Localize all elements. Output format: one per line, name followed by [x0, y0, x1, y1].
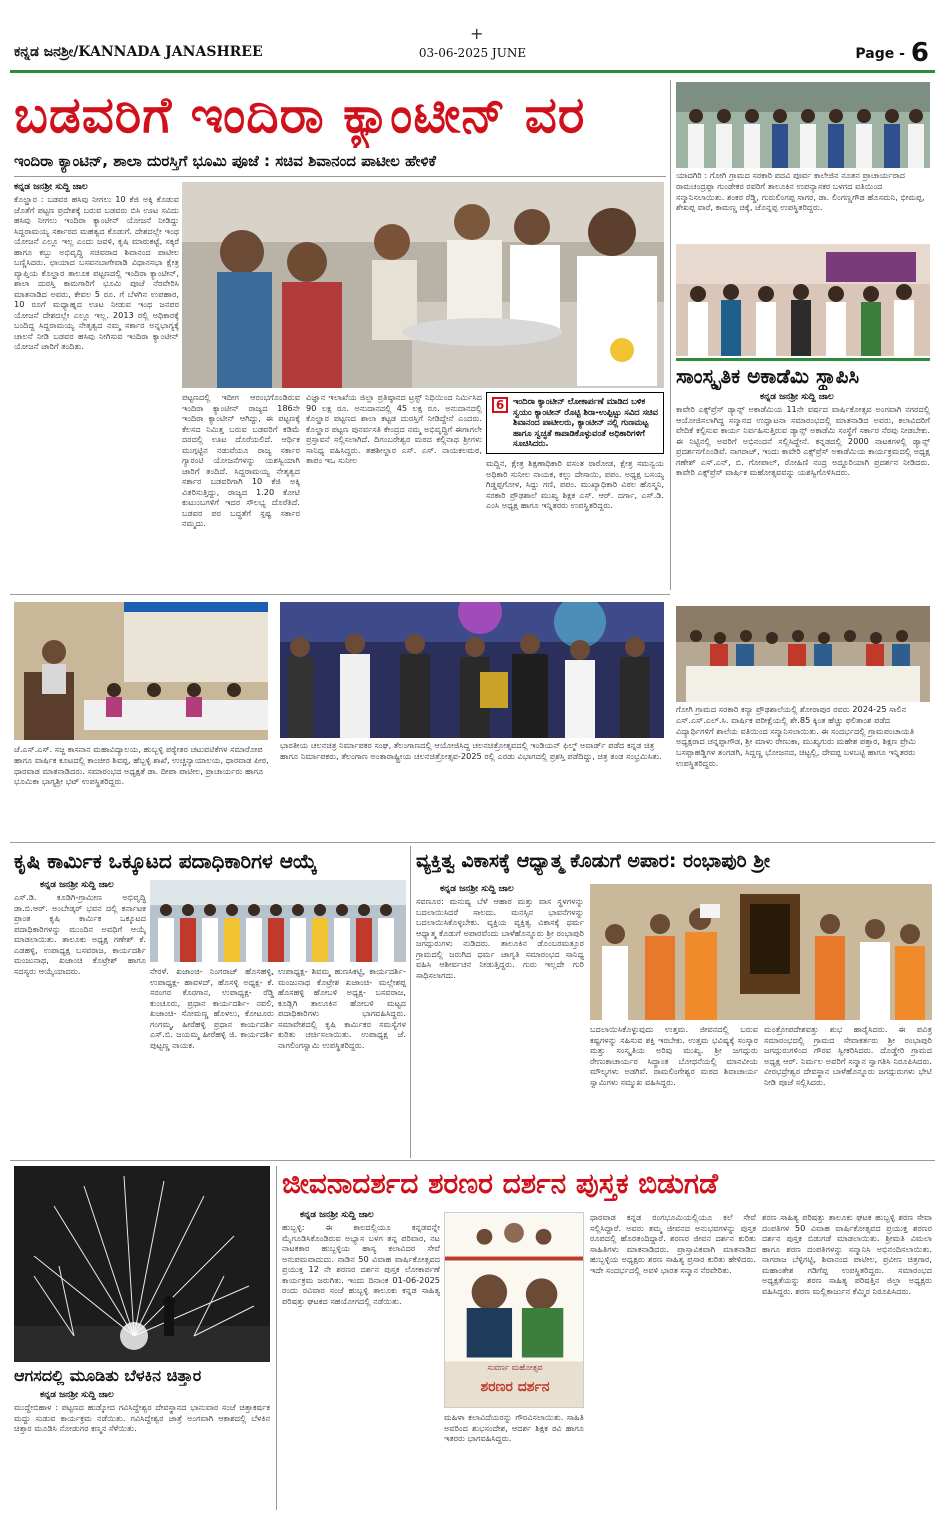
lead-headline: ಬಡವರಿಗೆ ಇಂದಿರಾ ಕ್ಯಾಂಟೀನ್ ವರ [14, 86, 586, 144]
academy-byline: ಕನ್ನಡ ಜನಶ್ರೀ ಸುದ್ದಿ ಜಾಲ [760, 392, 834, 402]
right-photo-students [676, 606, 930, 702]
krishi-headline: ಕೃಷಿ ಕಾರ್ಮಿಕ ಒಕ್ಕೂಟದ ಪದಾಧಿಕಾರಿಗಳ ಆಯ್ಕೆ [14, 849, 318, 873]
book-subtitle: ಸುವರ್ಣ ಮಹೋತ್ಸವ [487, 1363, 543, 1372]
sharana-byline: ಕನ್ನಡ ಜನಶ್ರೀ ಸುದ್ದಿ ಜಾಲ [300, 1210, 374, 1220]
lead-subheadline: ಇಂದಿರಾ ಕ್ಯಾಂಟಿನ್, ಶಾಲಾ ದುರಸ್ತಿಗೆ ಭೂಮಿ ಪೂಜೆ : ಸಚಿವ ಶಿವಾನಂದ ಪಾಟೀಲ ಹೇಳಿಕೆ [14, 152, 436, 170]
lead-photo-caption-box [486, 392, 664, 454]
registration-mark-icon: + [470, 24, 484, 43]
masthead-rule [10, 70, 935, 73]
page-label: Page - [855, 46, 905, 62]
krishi-col-2: ನೇರಳೆ. ಖಜಾಂಚಿ- ನಿಂಗರಾಜ್ ಹೊಸಹಳ್ಳಿ, ಉಪಾಧ್ಯಕ್ಷ- ಹಾವಳದ್, ಹೊಸಳ್ಳಿ ಅಧ್ಯಕ್ಷ- ಕೆ. ಸರಂಗರ ಕೊರಗಾನ, ಉಪಾಧ್ಯಕ್ಷ- ರೆಡ್ಡಿ ಕುಂಚೂರು, ಪ್ರಧಾನ ಕಾರ್ಯದರ್ಶಿ- ನವಲಿ, ಖಜಾಂಚಿ- ಸೋಮಣ್ಣ ಹೊಳಲು, ಕೋಟೂರು ಗಂಗಮ್ಮ, ಹೀರೆಹಳ್ಳಿ ಪ್ರಧಾನ ಕಾರ್ಯದರ್ಶಿ ಎಸ್.ಬಿ. ಜಯಮ್ಮ ಹೀರೆಹಳ್ಳಿ ಜಿ. ಕಾರ್ಯದರ್ಶಿ ಪುಟ್ಟಣ್ಣ ನಾಯಕ. [150, 966, 274, 1050]
annual-gathering-caption: ಜೆ.ಎಸ್.ಎಸ್. ಸಜ್ಜ ಕಾಸನಾನ ಮಹಾವಿದ್ಯಾಲಯ, ಹುಬ್ಬಳ್ಳಿ ಪಠ್ಯೇತರ ಚಟುವಟಿಕೆಗಳ ಸಮಾರೋಪ ಹಾಗೂ ವಾರ್ಷಿಕ ಕೂಟದಲ್ಲಿ ಕಾಂಚೀರ ಶಿವಪ್ಪ, ಹೆಬ್ಬಳ್ಳಿ ಶಾಖೆ, ಉಚ್ಚನ್ಯಾಯಾಲಯ, ಧಾರವಾಡ ಪೀಠ, ಧಾರವಾಡ ಮಾತನಾಡಿದರು. ಸಮಾರಂಭದ ಅಧ್ಯಕ್ಷತೆ ಡಾ. ದೀಪಾ ಪಾಟೀಲ, ಪ್ರಾಚಾರ್ಯರು ಹಾಗೂ ಭೂಮಿಕಾ ಭಾಗ್ಯಶ್ರೀ ಭಟ್ ಉಪಸ್ಥಿತರಿದ್ದರು. [14, 744, 269, 787]
annual-gathering-photo [14, 602, 268, 740]
sharana-col-1: ಹುಬ್ಬಳ್ಳಿ: ಈ ಕಾಲದಲ್ಲಿಯೂ ಕನ್ನಡವನ್ನೇ ಮೈಗೂಡಿಸಿಕೊಂಡಿರುವ ಅಭ್ಯಾಸ ಬಳಗ ತನ್ನ ಪರಿವಾರ, ನಟ ನಾಟಕಕಾರ ಹುಬ್ಬಳ್ಳಿಯ ಹಾಸ್ಯ ಕಲಾವಿದರ ಸೇವೆ ಅನುಪಮವಾದುದು. ನಾಡಿನ 50 ವಿವಾಹ ವಾರ್ಷಿಕೋತ್ಸವದ ಪ್ರಯುಕ್ತ 12 ನೇ ಶರಣರ ದರ್ಶನ ಪುಸ್ತಕ ಲೋಕಾರ್ಪಣೆ ಕಾರ್ಯಕ್ರಮ ಜರುಗಿತು. ಇಂದು ದಿನಾಂಕ 01-06-2025 ರಂದು ರವಿವಾರ ಸಂಜೆ ಹುಬ್ಬಳ್ಳಿ ತಾಲೂಕು ಕನ್ನಡ ಸಾಹಿತ್ಯ ಪರಿಷತ್ತು ಘಟಕದ ಸಹಯೋಗದಲ್ಲಿ ನಡೆಯಿತು. [282, 1222, 440, 1306]
lead-col-3: ವಿಜ್ಞಾನ ಇಲಾಖೆಯ ಜಿಲ್ಲಾ ಪ್ರತಿಷ್ಠಾನದ ಟ್ರಸ್ಟ್ ನಿಧಿಯಿಂದ ನಿರ್ಮಿಸಿದ 90 ಲಕ್ಷ ರೂ. ಅನುದಾನದಲ್ಲಿ 45 ಲಕ್ಷ ರೂ. ಅನುದಾನದಲ್ಲಿ ಕೊಲ್ಹಾರ ಪಟ್ಟಣದ ಶಾಲಾ ಕಟ್ಟಡ ದುರಸ್ತಿಗೆ ನೀಡಿದ್ದೇನೆ ಎಂದರು. ಕೊಲ್ಹಾರ ಪಟ್ಟಣ ಪುನರ್ವಸತಿ ಕೇಂದ್ರದ ನಮ್ಮ ಅಭಿವೃದ್ಧಿಗೆ ಈಗಾಗಲೇ ಪ್ರಸ್ತಾವನೆ ಸಲ್ಲಿಸಲಾಗಿದೆ. ದಿಗಂಬರೇಶ್ವರ ಮಠದ ಕಲ್ಲಿನಾಥ ಶ್ರೀಗಳು ಸಾನಿಧ್ಯ ವಹಿಸಿದ್ದರು. ತಹಶೀಲ್ದಾರ ಎಸ್. ಎಸ್. ನಾಯಕಲಮಠ, ತಾಪಂ ಇಒ ಸುನೀಲ [306, 392, 482, 465]
issue-date: 03-06-2025 JUNE [418, 46, 527, 60]
krishi-byline: ಕನ್ನಡ ಜನಶ್ರೀ ಸುದ್ದಿ ಜಾಲ [40, 880, 114, 890]
sharana-headline: ಜೀವನಾದರ್ಶದ ಶರಣರ ದರ್ಶನ ಪುಸ್ತಕ ಬಿಡುಗಡೆ [282, 1167, 718, 1200]
book-cover [444, 1212, 584, 1408]
lead-col-2: ಪಟ್ಟಣದಲ್ಲಿ ಇದೀಗ ಆರಂಭಗೊಂಡಿರುವ ಇಂದಿರಾ ಕ್ಯಾಂಟೀನ್ ರಾಜ್ಯದ 186ನೇ ಇಂದಿರಾ ಕ್ಯಾಂಟೀನ್ ಆಗಿದ್ದು, ಈ ಪಟ್ಟಣಕ್ಕೆ ಕೆಲಸದ ನಿಮಿತ್ತ ಬರುವ ಬಡವರಿಗೆ ಕಡಿಮೆ ದರದಲ್ಲಿ ಊಟ ದೊರೆಯಲಿದೆ. ಆರ್ಥಿಕ ಮುಗ್ಗಟ್ಟಿನ ನಡುವೆಯೂ ರಾಜ್ಯ ಸರ್ಕಾರ ಗ್ಯಾರಂಟಿ ಯೋಜನೆಗಳನ್ನು ಯಶಸ್ವಿಯಾಗಿ ಜಾರಿಗೆ ತಂದಿದೆ. ಸಿದ್ದರಾಮಯ್ಯ ನೇತೃತ್ವದ ಸರ್ಕಾರ ಬಡವರಿಗಾಗಿ 10 ಕೆಜಿ ಅಕ್ಕಿ ವಿತರಿಸುತ್ತಿದ್ದು, ರಾಜ್ಯದ 1.20 ಕೋಟಿ ಕುಟುಂಬಗಳಿಗೆ ಇದರ ಸೌಲಭ್ಯ ದೊರೆತಿದೆ. ಬಡವರ ಪರ ಬದ್ಧತೆಗೆ ಸ್ಪಷ್ಟ ಸರ್ಕಾರ ನಮ್ಮದು. [182, 392, 300, 528]
caption-number-badge: 6 [492, 397, 508, 413]
sharana-col-2: ಮಹಿಳಾ ಕಲಾವಿದೆಯರನ್ನು ಗೌರವಿಸಲಾಯಿತು. ಸಾಹಿತಿ ಅವರಿಂದ ಶುಭಸಂದೇಶ, ಆದರ್ಶ ಶಿಕ್ಷಕ ರವಿ ಹಾಗೂ ಇತರರು ಭಾಗವಹಿಸಿದ್ದರು. [444, 1412, 584, 1443]
right-photo-felicitation [676, 82, 930, 168]
rambhapuri-photo [590, 884, 932, 1020]
rambhapuri-col-1: ಸವಣೂರ: ಮನುಷ್ಯ ಬೆಳೆ ಆಹಾರ ಮತ್ತು ವಾಸ ಸ್ಥಳಗಳನ್ನು ಬದಲಾಯಿಸಿದರೆ ಸಾಲದು. ಮನಸ್ಸಿನ ಭಾವನೆಗಳನ್ನು ಬದಲಾಯಿಸಿಕೊಳ್ಳಬೇಕು. ವ್ಯಕ್ತಿಯ ವ್ಯಕ್ತಿತ್ವ ವಿಕಾಸಕ್ಕೆ ಧರ್ಮ ಆಧ್ಯಾತ್ಮ ಕೊಡುಗೆ ಅಪಾರವೆಂದು ಬಾಳೆಹೊನ್ನೂರು ಶ್ರೀ ರಂಭಾಪುರಿ ಜಗದ್ಗುರುಗಳು ನುಡಿದರು. ತಾಲೂಕಿನ ಡೊಂಬರಮತ್ತೂರ ಗ್ರಾಮದಲ್ಲಿ ಜರುಗಿದ ಧರ್ಮ ಜಾಗೃತಿ ಸಮಾರಂಭದ ಸಾನಿಧ್ಯ ವಹಿಸಿ ಆಶೀರ್ವಚನ ನೀಡುತ್ತಿದ್ದರು. ಗುರು ಇಲ್ಲದೇ ಗುರಿ ಸಾಧಿಸಲಾಗದು. [416, 896, 584, 980]
fireworks-body: ಮುದ್ದೇಬಿಹಾಳ : ಪಟ್ಟಣದ ಹುಡ್ಕೋದ ಗವಿಸಿದ್ದೇಶ್ವರ ದೇವಸ್ಥಾನದ ಭಾನುವಾರ ಸಂಜೆ ಚಿತ್ತಾಕರ್ಷಕ ಮದ್ದು ಸುಡುವ ಕಾರ್ಯಕ್ರಮ ನಡೆಯಿತು. ಗವಿಸಿದ್ದೇಶ್ವರ ಜಾತ್ರೆ ಅಂಗವಾಗಿ ಆಕಾಶದಲ್ಲಿ ಬೆಳಕಿನ ಚಿತ್ತಾರ ಮೂಡಿಸಿ ನೋಡುಗರ ಕಣ್ಮನ ಸೆಳೆಯಿತು. [14, 1402, 270, 1433]
row-rule-2 [10, 842, 935, 843]
row-rule [10, 594, 670, 595]
lead-col-4: ಮದ್ದಿನ, ಕ್ಷೇತ್ರ ಶಿಕ್ಷಣಾಧಿಕಾರಿ ವಸಂತ ರಾಠೋಡ, ಕ್ಷೇತ್ರ ಸಮನ್ವಯ ಅಧಿಕಾರಿ ಸುನೀಲ ನಾಯಕ, ಕಲ್ಲು ದೇಸಾಯಿ, ಪಪಂ. ಅಧ್ಯಕ್ಷ ಬಸಯ್ಯ ಗಿಡ್ಡಪ್ಪಗೋಳ, ಸಿದ್ದು ಗಣಿ, ಪಪಂ. ಮುಖ್ಯಾಧಿಕಾರಿ ವಿಠಲ ಹೊಸ್ಮನಿ, ಸರಕಾರಿ ಪ್ರೌಢಶಾಲೆ ಮುಖ್ಯ ಶಿಕ್ಷಕ ಎಸ್. ಆರ್. ದರ್ಗಾ, ಎಸ್.ಡಿ. ಎಂಸಿ ಅಧ್ಯಕ್ಷ ಹಾಗೂ ಇನ್ನಿತರರು ಉಪಸ್ಥಿತರಿದ್ದರು. [486, 458, 664, 510]
row-rule-3 [10, 1160, 935, 1161]
fireworks-byline: ಕನ್ನಡ ಜನಶ್ರೀ ಸುದ್ದಿ ಜಾಲ [40, 1390, 114, 1400]
rambhapuri-col-2: ಬದಲಾಯಿಸಿಕೊಳ್ಳುವುದು ಉತ್ತಮ. ಜೀವನದಲ್ಲಿ ಬರುವ ಕಷ್ಟಗಳನ್ನು ಸಹಿಸುವ ಶಕ್ತಿ ಇರಬೇಕು. ಉತ್ತಮ ಭವಿಷ್ಯಕ್ಕೆ ಸಂಸ್ಕಾರ ಮತ್ತು ಸಂಸ್ಕೃತಿಯ ಅರಿವು ಮುಖ್ಯ. ಶ್ರೀ ಜಗದ್ಗುರು ರೇಣುಕಾಚಾರ್ಯರ ಸಿದ್ಧಾಂತ ಬೋಧನೆಯಲ್ಲಿ ಮಾನವೀಯ ಮೌಲ್ಯಗಳು ಅಡಗಿವೆ. ರಾಮಲಿಂಗೇಶ್ವರ ಮಠದ ಶಿವಾಚಾರ್ಯ ಸ್ವಾಮಿಗಳು ಸಮ್ಮುಖ ವಹಿಸಿದ್ದರು. [590, 1024, 758, 1087]
lead-photo-canteen [182, 182, 664, 388]
column-divider-2 [410, 846, 411, 1158]
rambhapuri-col-3: ಮಂತ್ರೋಪದೇಶವತ್ತು ಶುಭ ಹಾರೈಸಿದರು. ಈ ಪವಿತ್ರ ಸಮಾರಂಭದಲ್ಲಿ ಗ್ರಾಮದ ಸೇವಾಕರ್ತರು ಶ್ರೀ ರಂಭಾಪುರಿ ಜಗದ್ಗುರುಗಳಿಂದ ಗೌರವ ಸ್ವೀಕರಿಸಿದರು. ದೊಡ್ಡೇರಿ ಗ್ರಾಮದ ಅಧ್ಯಕ್ಷ ಆರ್. ನಿರ್ಮಲ ಅವರಿಗೆ ಸನ್ಮಾನ ಸ್ವಾಗತಿಸಿ ನಿರೂಪಿಸಿದರು. ವೀರಭದ್ರೇಶ್ವರ ದೇವಸ್ಥಾನ ಬಾಳೆಹೊನ್ನೂರು ಜಗದ್ಗುರುಗಳು ಭೇಟಿ ನೀಡಿ ಪೂಜೆ ಸಲ್ಲಿಸಿದರು. [764, 1024, 932, 1087]
film-award-caption: ಭಾರತೀಯ ಚಲನಚಿತ್ರ ನಿರ್ಮಾಪಕರ ಸಂಘ, ತೆಲಂಗಾಣದಲ್ಲಿ ಆಯೋಜಿಸಿದ್ದ ಚಲನಚಿತ್ರೋತ್ಸವದಲ್ಲಿ ಇಂಡಿಯನ್ ಫಿಲ್ಮ್ ಅವಾರ್ಡ್ ಪಡೆದ ಕನ್ನಡ ಚಿತ್ರ ಹಾಗೂ ನಿರ್ಮಾಪಕರು, ತೆಲಂಗಾಣ ಅಂತಾರಾಷ್ಟ್ರೀಯ ಚಲನಚಿತ್ರೋತ್ಸವ-2025 ರಲ್ಲಿ ಎರಡು ವಿಭಾಗದಲ್ಲಿ ಪ್ರಶಸ್ತಿ ಪಡೆದಿದ್ದು, ಚಿತ್ರ ತಂಡ ಸಂಭ್ರಮಿಸಿತು. [280, 740, 662, 761]
film-award-photo [280, 602, 664, 738]
lead-col-1: ಕೊಲ್ಹಾರ : ಬಡವರ ಹಸಿವು ನೀಗಲು 10 ಕೆಜಿ ಅಕ್ಕಿ ಕೊಡುವ ಜೊತೆಗೆ ಪಟ್ಟಣ ಪ್ರದೇಶಕ್ಕೆ ಬರುವ ಬಡವರು ಬಿಸಿ ಊಟ ಸವಿದು ಹಸಿವು ನೀಗಲು ಇಂದಿರಾ ಕ್ಯಾಂಟೀನ್ ಯೋಜನೆ ನೀಡಿದ್ದು ಸಿದ್ದರಾಮಯ್ಯ ಸರ್ಕಾರದ ಮಹತ್ವದ ಕೊಡುಗೆ. ದೇಶದಲ್ಲೇ ಇಂಥ ಯೋಜನೆ ಎಲ್ಲೂ ಇಲ್ಲ ಎಂದು ಜವಳಿ, ಕೃಷಿ ಮಾರುಕಟ್ಟೆ, ಸಕ್ಕರೆ ಹಾಗೂ ಕಬ್ಬು ಅಭಿವೃದ್ಧಿ ಸಚಿವರಾದ ಶಿವಾನಂದ ಪಾಟೀಲ ಬಣ್ಣಿಸಿದರು. ಛಾಯಾದ ಬಸವನಬಾಗೇವಾಡಿ ವಿಧಾನಸಭಾ ಕ್ಷೇತ್ರ ವ್ಯಾಪ್ತಿಯ ಕೊಲ್ಹಾರ ತಾಲೂಕ ಪಟ್ಟಣದಲ್ಲಿ ಇಂದಿರಾ ಕ್ಯಾಂಟೀನ್, ಶಾಲಾ ದುರಸ್ತಿ ಕಾಮಗಾರಿಗೆ ಭೂಮಿ ಪೂಜೆ ನೆರವೇರಿಸಿ ಮಾತನಾಡಿದ ಅವರು, ಕೇವಲ 5 ರೂ. ಗೆ ಬೆಳಗಿನ ಉಪಹಾರ, 10 ರೂಗೆ ಮಧ್ಯಾಹ್ನದ ಊಟ ನೀಡುವ ಇಂಥ ಜನಪರ ಯೋಜನೆ ದೇಶದಲ್ಲೇ ಎಲ್ಲೂ ಇಲ್ಲ. 2013 ರಲ್ಲಿ ಅಧಿಕಾರಕ್ಕೆ ಬಂದಿದ್ದ ಸಿದ್ದರಾಮಯ್ಯ ನೇತೃತ್ವದ ನಮ್ಮ ಸರ್ಕಾರ ಅನ್ನಭಾಗ್ಯಕ್ಕೆ ಚಾಲನೆ ನೀಡಿ ಬಡವರ ಹಸಿವು ನೀಗಿಸುವ ಇಂದಿರಾ ಕ್ಯಾಂಟೀನ್ ಯೋಜನೆ ಜಾರಿಗೆ ತಂದಿತು. [14, 194, 179, 351]
krishi-col-3: ಉಪಾಧ್ಯಕ್ಷ- ಶಿವಮ್ಮ ಹುಣಸಿಕಟ್ಟಿ, ಕಾರ್ಯದರ್ಶಿ- ಮಂಜುನಾಥ ಕೊಟ್ರೇಶ ಖಜಾಂಚಿ- ಮಲ್ಲೇಶಪ್ಪ ಹೊಸಹಳ್ಳಿ ಹೋಬಳಿ ಅಧ್ಯಕ್ಷ- ಬಸವರಾಜ, ಕೂಡ್ಲಿಗಿ ತಾಲೂಕಿನ ಹೋಬಳಿ ಮಟ್ಟದ ಪದಾಧಿಕಾರಿಗಳು ಭಾಗವಹಿಸಿದ್ದರು. ಸಮಾವೇಶದಲ್ಲಿ ಕೃಷಿ ಕಾರ್ಮಿಕರ ಸಮಸ್ಯೆಗಳ ಕುರಿತು ಚರ್ಚಿಸಲಾಯಿತು. ಉಪಾಧ್ಯಕ್ಷ ಜೆ. ನಾಗಲಿಂಗಸ್ವಾಮಿ ಉಪಸ್ಥಿತರಿದ್ದರು. [278, 966, 406, 1050]
rambhapuri-headline: ವ್ಯಕ್ತಿತ್ವ ವಿಕಾಸಕ್ಕೆ ಆಧ್ಯಾತ್ಮ ಕೊಡುಗೆ ಅಪಾರ: ರಂಭಾಪುರಿ ಶ್ರೀ [416, 850, 771, 872]
krishi-col-1: ಎಸ್.ಡಿ. ಕೂಡಿಗಿ-ಗ್ರಾಮೀಣ ಅಭಿವೃದ್ಧಿ ಡಾ.ಬಿ.ಆರ್. ಅಂಬೇಡ್ಕರ್ ಭವನ ದಲ್ಲಿ ಕರ್ನಾಟಕ ಪ್ರಾಂತ ಕೃಷಿ ಕಾರ್ಮಿಕ ಒಕ್ಕೂಟದ ಪದಾಧಿಕಾರಿಗಳನ್ನು ಮುಂದಿನ ಅವಧಿಗೆ ಆಯ್ಕೆ ಮಾಡಲಾಯಿತು. ತಾಲೂಕು ಅಧ್ಯಕ್ಷ ಗಣೇಶ್ ಕೆ. ಎಡಹಳ್ಳಿ, ಉಪಾಧ್ಯಕ್ಷ ಬಸವರಾಜ, ಕಾರ್ಯದರ್ಶಿ ಮಂಜುನಾಥ, ಖಜಾಂಚಿ ಕೊಟ್ರೇಶ್ ಹಾಗೂ ಸದಸ್ಯರು ಆಯ್ಕೆಯಾದರು. [14, 892, 146, 976]
academy-rule [676, 358, 930, 361]
fireworks-photo [14, 1166, 270, 1362]
book-title: ಶರಣರ ದರ್ಶನ [480, 1379, 550, 1395]
right-top-caption: ಯಾದಗಿರಿ : ಗೋಗಿ ಗ್ರಾಮದ ಸರಕಾರಿ ಪದವಿ ಪೂರ್ವ ಕಾಲೇಜಿನ ನೂತನ ಪ್ರಾಚಾರ್ಯರಾದ ರಾಮಚಂದ್ರಪ್ಪಾ ಗುಂಡೇಕರ ರವರಿಗೆ ತಾಲೂಕಿನ ಉಪನ್ಯಾಸಕರ ಬಳಗದ ವತಿಯಿಂದ ಸನ್ಮಾನಿಸಲಾಯಿತು. ಶಂಕರ ರೆಡ್ಡಿ, ಗುರುಲಿಂಗಪ್ಪ ಸಾಗರ, ಡಾ. ಲಿಂಗಣ್ಣಗೌಡ ಹೊಸಮನಿ, ಭೀಮಪ್ಪ, ಶೇಖಪ್ಪ ವಾರೆ, ಕಾಮಣ್ಣ ಚಿಕ್ಕೆ, ಜೊನ್ನಪ್ಪ ಉಪಸ್ಥಿತರಿದ್ದರು. [676, 170, 925, 213]
sharana-col-4: ಶರಣ ಸಾಹಿತ್ಯ ಪರಿಷತ್ತು ತಾಲೂಕು ಘಟಕ ಹುಬ್ಬಳ್ಳಿ ಶರಣ ಸೇವಾ ದಂಪತಿಗಳ 50 ವಿವಾಹ ವಾರ್ಷಿಕೋತ್ಸವದ ಪ್ರಯುಕ್ತ ಶರಣರ ದರ್ಶನ ಪುಸ್ತಕ ಬಿಡುಗಡೆ ಮಾಡಲಾಯಿತು. ಶ್ರೀಮತಿ ವಿಮಲಾ ಹಾಗೂ ಶರಣ ದಂಪತಿಗಳನ್ನು ಸನ್ಮಾನಿಸಿ ಅಭಿನಂದಿಸಲಾಯಿತು. ನಾಗರಾಜ ಬೆಳ್ಳಿಗಟ್ಟಿ, ಶಿವಾನಂದ ಪಾಟೀಲ, ಪ್ರವೀಣ ಚಿತ್ರಗಾರ, ಮಹಾಂತೇಶ ಗಡಿಗೆಪ್ಪ ಉಪಸ್ಥಿತರಿದ್ದರು. ಸಮಾರಂಭದ ಅಧ್ಯಕ್ಷತೆಯನ್ನು ಶರಣ ಸಾಹಿತ್ಯ ಪರಿಷತ್ತಿನ ಜಿಲ್ಲಾ ಅಧ್ಯಕ್ಷರು ವಹಿಸಿದ್ದರು. ಶರಣ ಮಲ್ಲಿಕಾರ್ಜುನ ಕೆಮ್ಮಿರ ನಿರೂಪಿಸಿದರು. [762, 1212, 932, 1296]
newspaper-title: ಕನ್ನಡ ಜನಶ್ರೀ/KANNADA JANASHREE [14, 44, 263, 60]
krishi-photo [150, 880, 406, 962]
lead-byline: ಕನ್ನಡ ಜನಶ್ರೀ ಸುದ್ದಿ ಜಾಲ [14, 182, 88, 192]
column-divider-3 [276, 1166, 277, 1510]
academy-body: ಕಾವೇರಿ ಎಕ್ಸ್‌ಪ್ರೆಸ್ ಡ್ಯಾನ್ಸ್ ಅಕಾಡೆಮಿಯ 11ನೇ ವರ್ಷದ ವಾರ್ಷಿಕೋತ್ಸವ ಅಂಗವಾಗಿ ನಗರದಲ್ಲಿ ಆಯೋಜಿಸಲಾಗಿದ್ದ ಸನ್ಮಾನದ ಉದ್ಘಾಟನಾ ಸಮಾರಂಭದಲ್ಲಿ ಮಾತನಾಡಿದ ಅವರು, ಕಲಾವಿದರಿಗೆ ವೇದಿಕೆ ಕಲ್ಪಿಸುವ ಕಾರ್ಯ ನಿರ್ವಹಿಸುತ್ತಿರುವ ಡ್ಯಾನ್ಸ್ ಅಕಾಡೆಮಿ ಸಂಸ್ಥೆಗೆ ಸರ್ಕಾರ ನೆರವು ನೀಡಬೇಕು. ಈ ನಿಟ್ಟಿನಲ್ಲಿ ಅವರಿಗೆ ಅಭಿನಂದನೆ ಸಲ್ಲಿಸಿದ್ದೇನೆ. ಕನ್ನಡದಲ್ಲಿ 2000 ನಾಟಕಗಳಲ್ಲಿ ಡ್ಯಾನ್ಸ್ ಪ್ರದರ್ಶನಗೊಂಡಿವೆ. ನಾಗರಾಜ್, ಇಂದು ಕಾವೇರಿ ಎಕ್ಸ್‌ಪ್ರೆಸ್ ಅಕಾಡೆಮಿಯ ಕಾರ್ಯಕ್ರಮದಲ್ಲಿ ಅಧ್ಯಕ್ಷ ಗಣೇಶ್ ಎಸ್.ಎನ್, ಬಿ. ಗೋಪಾಲ್, ರೋಹಿಣಿ ನಂದ್ರ ಅದ್ದೂರಿಯಾಗಿ ಪ್ರದರ್ಶನ ನೀಡಿದರು. ಕಾವೇರಿ ಎಕ್ಸ್‌ಪ್ರೆಸ್ ವಾರ್ಷಿಕ ಮಹೋತ್ಸವವನ್ನು ಯಶಸ್ವಿಗೊಳಿಸಿದರು. [676, 404, 930, 477]
academy-headline: ಸಾಂಸ್ಕೃತಿಕ ಅಕಾಡೆಮಿ ಸ್ಥಾಪಿಸಿ [676, 364, 860, 388]
masthead [0, 0, 945, 72]
column-divider [670, 80, 671, 590]
lead-photo-caption: ಇಂದಿರಾ ಕ್ಯಾಂಟೀನ್ ಲೋಕಾರ್ಪಣೆ ಮಾಡಿದ ಬಳಿಕ ಸ್ವಯಂ ಕ್ಯಾಂಟೀನ್ ರೊಟ್ಟಿ ಶಿರಾ-ಉಪ್ಪಿಟ್ಟು ಸವಿದ ಸಚಿವ ಶಿವಾನಂದ ಪಾಟೀಲರು, ಕ್ಯಾಂಟೀನ್ ನಲ್ಲಿ ಗುಣಮಟ್ಟ ಹಾಗೂ ಸ್ವಚ್ಛತೆ ಕಾಪಾಡಿಕೊಳ್ಳುವಂತೆ ಅಧಿಕಾರಿಗಳಿಗೆ ಸೂಚಿಸಿದರು. [513, 396, 658, 448]
right-bottom-caption: ಗೋಗಿ ಗ್ರಾಮದ ಸರಕಾರಿ ಕನ್ಯಾ ಪ್ರೌಢಶಾಲೆಯಲ್ಲಿ ಶೋರಾಪುರ ರವರು 2024-25 ಸಾಲಿನ ಎಸ್.ಎಸ್.ಎಲ್.ಸಿ. ವಾರ್ಷಿಕ ಪರೀಕ್ಷೆಯಲ್ಲಿ ಶೇ.85 ಕ್ಕಿಂತ ಹೆಚ್ಚು ಫಲಿತಾಂಶ ಪಡೆದ ವಿದ್ಯಾರ್ಥಿಗಳಿಗೆ ಶಾಲೆಯ ವತಿಯಿಂದ ಸನ್ಮಾನಿಸಲಾಯಿತು. ಈ ಸಂದರ್ಭದಲ್ಲಿ ಗ್ರಾಮಪಂಚಾಯತಿ ಅಧ್ಯಕ್ಷರಾದ ಚನ್ನಪ್ಪಾಗೌಡ, ಶ್ರೀ ಮಾಳು ರೇಣುಕಾ, ಮುಖ್ಯಗುರು ಮಹೇಶ ಪತ್ತಾರ, ಶಿಕ್ಷಣ ಪ್ರೇಮಿ ಬಸಪ್ಪಾಹಡ್ಡಿಗಳ ತಂಗಡಗಿ, ಸಿದ್ದಣ್ಣ ಭೋಜನದ, ಚಿಟ್ಟಲ್ಲಿ, ದೇವಪ್ಪ ಬಳಬಟ್ಟಿ ಹಾಗೂ ಇನ್ನಿತರರು ಉಪಸ್ಥಿತರಿದ್ದರು. [676, 704, 917, 768]
lead-rule [14, 176, 666, 177]
fireworks-headline: ಆಗಸದಲ್ಲಿ ಮೂಡಿತು ಬೆಳಕಿನ ಚಿತ್ತಾರ [14, 1366, 202, 1385]
rambhapuri-byline: ಕನ್ನಡ ಜನಶ್ರೀ ಸುದ್ದಿ ಜಾಲ [440, 884, 514, 894]
right-photo-lamp-lighting [676, 244, 930, 356]
page-number: 6 [910, 38, 929, 68]
sharana-col-3: ಧಾರವಾಡ ಕನ್ನಡ ರಂಗಭೂಮಿಯಲ್ಲಿಯೂ ಕಲೆ ಸೇವೆ ಸಲ್ಲಿಸಿದ್ದಾರೆ. ಅವರು ತಮ್ಮ ಜೀವನದ ಅನುಭವಗಳನ್ನು ಪುಸ್ತಕ ರೂಪದಲ್ಲಿ ಹೊರತಂದಿದ್ದಾರೆ. ಶರಣರ ಜೀವನ ದರ್ಶನ ಕುರಿತು ಸಾಹಿತಿಗಳು ಮಾತನಾಡಿದರು. ಪ್ರಾಸ್ತಾವಿಕವಾಗಿ ಮಾತನಾಡಿದ ಹುಬ್ಬಳ್ಳಿಯ ಅಧ್ಯಕ್ಷರು ಶರಣ ಸಾಹಿತ್ಯ ಪ್ರಸಾರ ಕುರಿತು ಹೇಳಿದರು. ಇದೇ ಸಂದರ್ಭದಲ್ಲಿ ಅವಳಿ ಭಾರತ ಸನ್ಮಾನ ನೆರವೇರಿತು. [590, 1212, 756, 1275]
page-indicator [855, 38, 929, 68]
